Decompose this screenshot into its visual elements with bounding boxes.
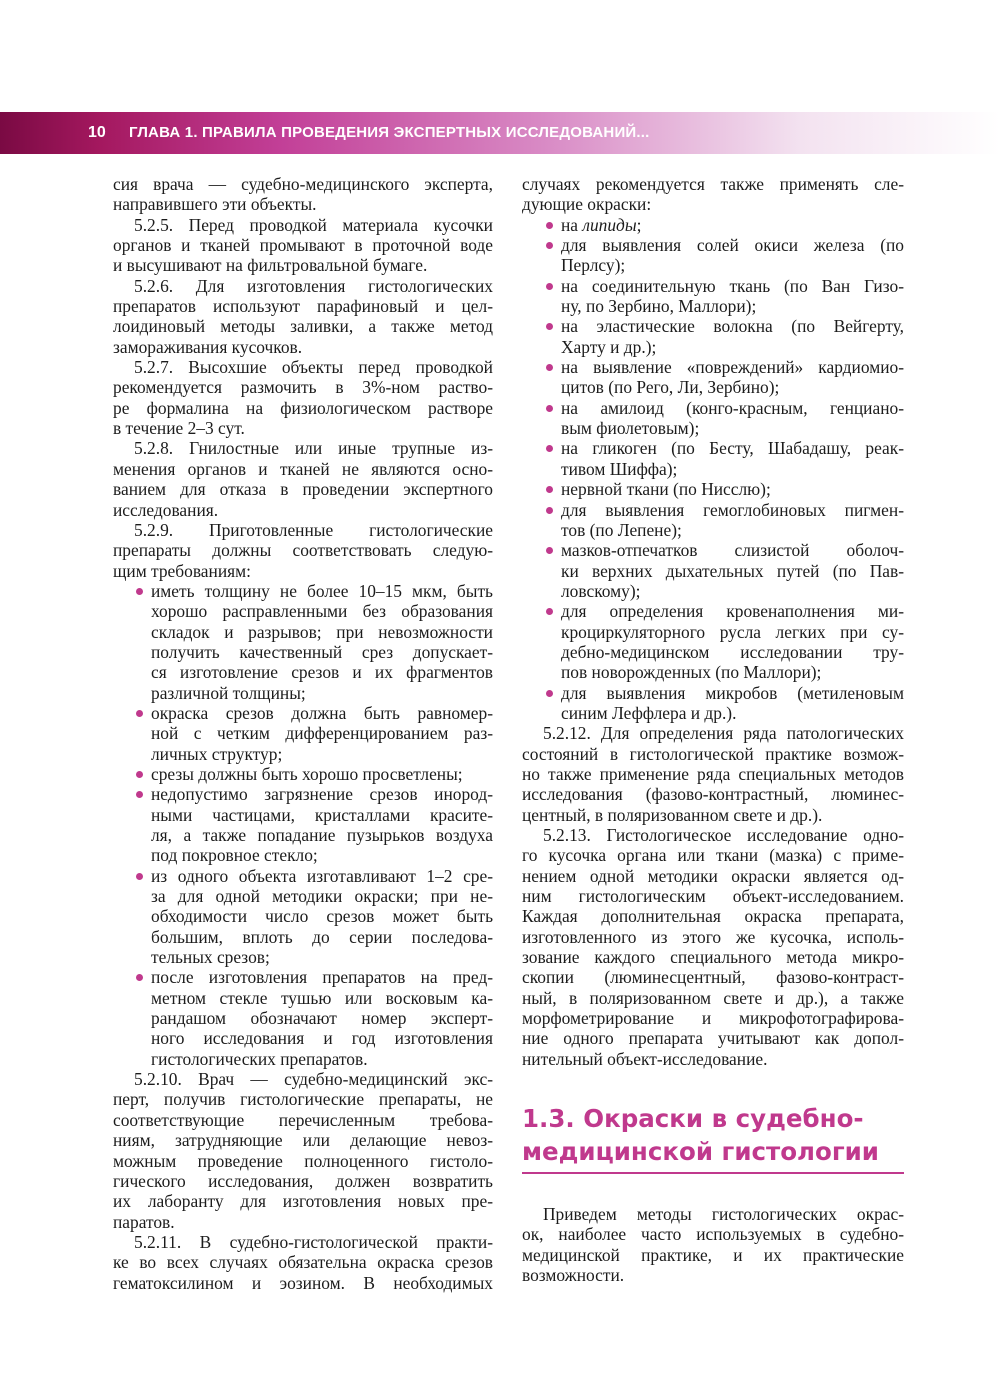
stains-list (522, 215, 904, 724)
text-line: ним гистологическим объект-исследованием. (522, 886, 904, 907)
list-item (522, 479, 904, 499)
text-line: различной толщины; (151, 682, 306, 703)
text-line: в течение 2–3 сут. (113, 418, 245, 439)
text-line: сия врача — судебно-медицинского эксперта, (113, 174, 493, 194)
text-line: исследования (фазово-контрастный, люминес- (522, 784, 904, 805)
text-line: гического исследования, должен возвратить (113, 1170, 493, 1191)
paragraph-5-2-7 (113, 357, 493, 438)
text-line: Харту и др.); (561, 336, 657, 357)
text-line: за для одной методики окраски; при не- (151, 886, 493, 907)
text-line: гистологических препаратов. (151, 1048, 368, 1069)
text-line: препараты должны соответствовать следую- (113, 540, 493, 561)
text-line: ный, в поляризованном свете и др.), а также (522, 987, 904, 1008)
paragraph-5-2-11-continuation (522, 174, 904, 215)
list-item (522, 398, 904, 439)
text-line: гематоксилином и эозином. В необходимых (113, 1272, 493, 1293)
text-line: на гликоген (по Бесту, Шабадашу, реак- (561, 438, 904, 459)
text-line: возможности. (522, 1265, 625, 1286)
text-line: личных структур; (151, 743, 283, 764)
list-item (522, 235, 904, 276)
text-line: ну, по Зербино, Маллори); (561, 296, 757, 317)
text-line: складок и разрывов; при невозможности (151, 621, 493, 642)
text-line: ки верхних дыхательных путей (по Пав- (561, 560, 904, 581)
text-line: ся изготовление срезов и их фрагментов (151, 662, 493, 683)
text-line: из одного объекта изготавливают 1–2 сре- (151, 865, 493, 886)
text-line: большим, вплоть до серии последова- (151, 926, 493, 947)
text-line: 5.2.5. Перед проводкой материала кусочки (134, 214, 493, 235)
text-line: тов (по Лепене); (561, 519, 682, 540)
text-line: окраска срезов должна быть равномер- (151, 702, 493, 723)
paragraph-5-2-9 (113, 520, 493, 581)
list-item (522, 215, 904, 235)
text-line: дебно-медицинском исследовании тру- (561, 641, 904, 662)
text-line: ванием для отказа в проведении экспертного (113, 479, 493, 500)
text-line: го кусочка органа или ткани (мазка) с приме- (522, 845, 904, 866)
bullet-dot-icon (136, 588, 143, 595)
text-line: пов новорожденных (по Маллори); (561, 662, 822, 683)
bullet-dot-icon (546, 690, 553, 697)
text-line: для выявления микробов (метиленовым (561, 682, 904, 703)
text-line: случаях рекомендуется также применять сле- (522, 174, 904, 194)
list-item (113, 703, 493, 764)
list-item (522, 276, 904, 317)
list-item (522, 683, 904, 724)
text-line: на выявление «повреждений» кардиомио- (561, 357, 904, 378)
bullet-dot-icon (546, 405, 553, 412)
list-item (113, 866, 493, 968)
text-line: перт, получив гистологические препараты, не (113, 1089, 493, 1110)
text-line: нением одной методики окраски является од- (522, 865, 904, 886)
text-line: 5.2.7. Высохшие объекты перед проводкой (134, 357, 493, 378)
text-line: и высушивают на фильтровальной бумаге. (113, 255, 428, 276)
italic-term: липиды (582, 214, 637, 235)
text-line: 5.2.13. Гистологическое исследование одно- (543, 825, 904, 845)
bullet-dot-icon (546, 222, 553, 229)
paragraph-5-2-11 (113, 1232, 493, 1293)
paragraph-5-2-8 (113, 438, 493, 519)
text-line: замораживания кусочков. (113, 336, 303, 357)
text-line: соответствующие перечисленным требова- (113, 1109, 493, 1130)
text-line: цитов (по Рего, Ли, Зербино); (561, 377, 780, 398)
list-item (522, 601, 904, 682)
text-line: исследования. (113, 499, 219, 520)
right-column (522, 174, 904, 1069)
bullet-dot-icon (136, 873, 143, 880)
text-line: ниям, затрудняющие или делающие невоз- (113, 1130, 493, 1151)
paragraph-5-2-10 (113, 1069, 493, 1232)
text-line: 5.2.11. В судебно-гистологической практи- (134, 1231, 493, 1252)
text-line: вым фиолетовым); (561, 418, 700, 439)
text-line: метном стекле тушью или восковым ка- (151, 987, 493, 1008)
paragraph-5-2-13 (522, 825, 904, 1069)
text-line: зование каждого специального метода микро- (522, 947, 904, 968)
text-line: на эластические волокна (по Вейгерту, (561, 316, 904, 337)
section-heading-line: 1.3. Окраски в судебно- (522, 1104, 864, 1133)
bullet-dot-icon (546, 507, 553, 514)
text-line: нервной ткани (по Нисслю); (561, 479, 771, 500)
list-item (522, 500, 904, 541)
text-line: ре формалина на физиологическом растворе (113, 397, 493, 418)
text-line: ными частицами, кристаллами красите- (151, 804, 493, 825)
text-line: медицинской практике, и их практические (522, 1244, 904, 1265)
section-intro-paragraph (522, 1204, 904, 1285)
text-line: под покровное стекло; (151, 845, 318, 866)
text-line: дующие окраски: (522, 194, 652, 215)
text-line: рекомендуется размочить в 3%-ном раство- (113, 377, 493, 398)
text-line: для выявления солей окиси железа (по (561, 235, 904, 256)
text-line: мазков-отпечатков слизистой оболоч- (561, 540, 904, 561)
requirements-list (113, 581, 493, 1069)
text-line: Перлсу); (561, 255, 626, 276)
list-item (113, 967, 493, 1069)
text-line: направившего эти объекты. (113, 194, 317, 215)
bullet-dot-icon (136, 710, 143, 717)
section-heading-line: медицинской гистологии (522, 1137, 879, 1166)
text-line: после изготовления препаратов на пред- (151, 967, 493, 988)
text-line: лоидиновый методы заливки, а также метод (113, 316, 493, 337)
list-item (113, 581, 493, 703)
text-line: на соединительную ткань (по Ван Гизо- (561, 275, 904, 296)
text-line: недопустимо загрязнение срезов инород- (151, 784, 493, 805)
text-line: хорошо расправленными без образования (151, 601, 493, 622)
list-item (522, 540, 904, 601)
text-line: 5.2.9. Приготовленные гистологические (134, 519, 493, 540)
text-line: срезы должны быть хорошо просветлены; (151, 763, 463, 784)
text-line: для определения кровенаполнения ми- (561, 601, 904, 622)
text-line: ок, наиболее часто используемых в судебно- (522, 1224, 904, 1245)
text-line: можным проведение полноценного гистоло- (113, 1150, 493, 1171)
text-segment: ; (636, 214, 642, 235)
text-line: ке во всех случаях обязательна окраска срезов (113, 1252, 493, 1273)
text-line: ной с четким дифференцированием раз- (151, 723, 493, 744)
text-line: органов и тканей промывают в проточной воде (113, 235, 493, 256)
left-column (113, 174, 493, 1293)
text-line: ние одного препарата учитывают как допол- (522, 1028, 904, 1049)
text-line: их лаборанту для изготовления новых пре- (113, 1191, 493, 1212)
text-segment: на (561, 214, 583, 235)
text-line: нительный объект-исследование. (522, 1048, 768, 1069)
text-line: 5.2.10. Врач — судебно-медицинский экс- (134, 1069, 493, 1090)
text-line: 5.2.8. Гнилостные или иные трупные из- (134, 438, 493, 459)
list-item (113, 764, 493, 784)
text-line: для выявления гемоглобиновых пигмен- (561, 499, 904, 520)
paragraph-5-2-6 (113, 276, 493, 357)
chapter-title: ГЛАВА 1. ПРАВИЛА ПРОВЕДЕНИЯ ЭКСПЕРТНЫХ ИССЛЕДОВАНИЙ... (129, 124, 650, 141)
list-item (522, 357, 904, 398)
bullet-dot-icon (546, 283, 553, 290)
text-line: менения органов и тканей не являются осно- (113, 458, 493, 479)
list-item (113, 784, 493, 865)
text-line: Каждая дополнительная окраска препарата, (522, 906, 904, 927)
text-line: ловскому); (561, 580, 641, 601)
text-line: ного исследования и год изготовления (151, 1028, 493, 1049)
list-item (522, 316, 904, 357)
text-line: тельных срезов; (151, 947, 270, 968)
text-line (522, 215, 904, 235)
text-line: паратов. (113, 1211, 175, 1232)
text-line: препаратов используют парафиновый и цел- (113, 296, 493, 317)
text-line: получить качественный срез допускает- (151, 641, 493, 662)
text-line: щим требованиям: (113, 560, 251, 581)
text-line: Приведем методы гистологических окрас- (543, 1204, 904, 1224)
text-line: ля, а также попадание пузырьков воздуха (151, 825, 493, 845)
list-item (522, 438, 904, 479)
text-line: на амилоид (конго-красным, генциано- (561, 397, 904, 418)
text-line: иметь толщину не более 10–15 мкм, быть (151, 580, 493, 601)
paragraph-5-2-12 (522, 723, 904, 825)
bullet-dot-icon (136, 771, 143, 778)
section-divider (522, 1172, 904, 1174)
page-number: 10 (88, 124, 106, 141)
section-heading (522, 1102, 904, 1168)
text-line: скопии (люминесцентный, фазово-контраст- (522, 967, 904, 988)
text-line: кроциркуляторного русла легких при су- (561, 621, 904, 642)
text-line: 5.2.6. Для изготовления гистологических (134, 275, 493, 296)
bullet-dot-icon (546, 242, 553, 249)
text-line: но также применение ряда специальных методов (522, 763, 904, 784)
text-line: состояний в гистологической практике возмож- (522, 743, 904, 764)
paragraph-5-2-5 (113, 215, 493, 276)
text-line: обходимости число срезов может быть (151, 906, 493, 927)
text-line: 5.2.12. Для определения ряда патологических (543, 723, 904, 744)
text-line: тивом Шиффа); (561, 458, 678, 479)
text-line: рандашом обозначают номер эксперт- (151, 1008, 493, 1029)
text-line: синим Леффлера и др.). (561, 702, 737, 723)
text-line: изготовленного из этого же кусочка, исполь- (522, 926, 904, 947)
paragraph-intro-continuation (113, 174, 493, 215)
text-line: морфометрирование и микрофотографирова- (522, 1008, 904, 1029)
text-line: центный, в поляризованном свете и др.). (522, 804, 823, 825)
